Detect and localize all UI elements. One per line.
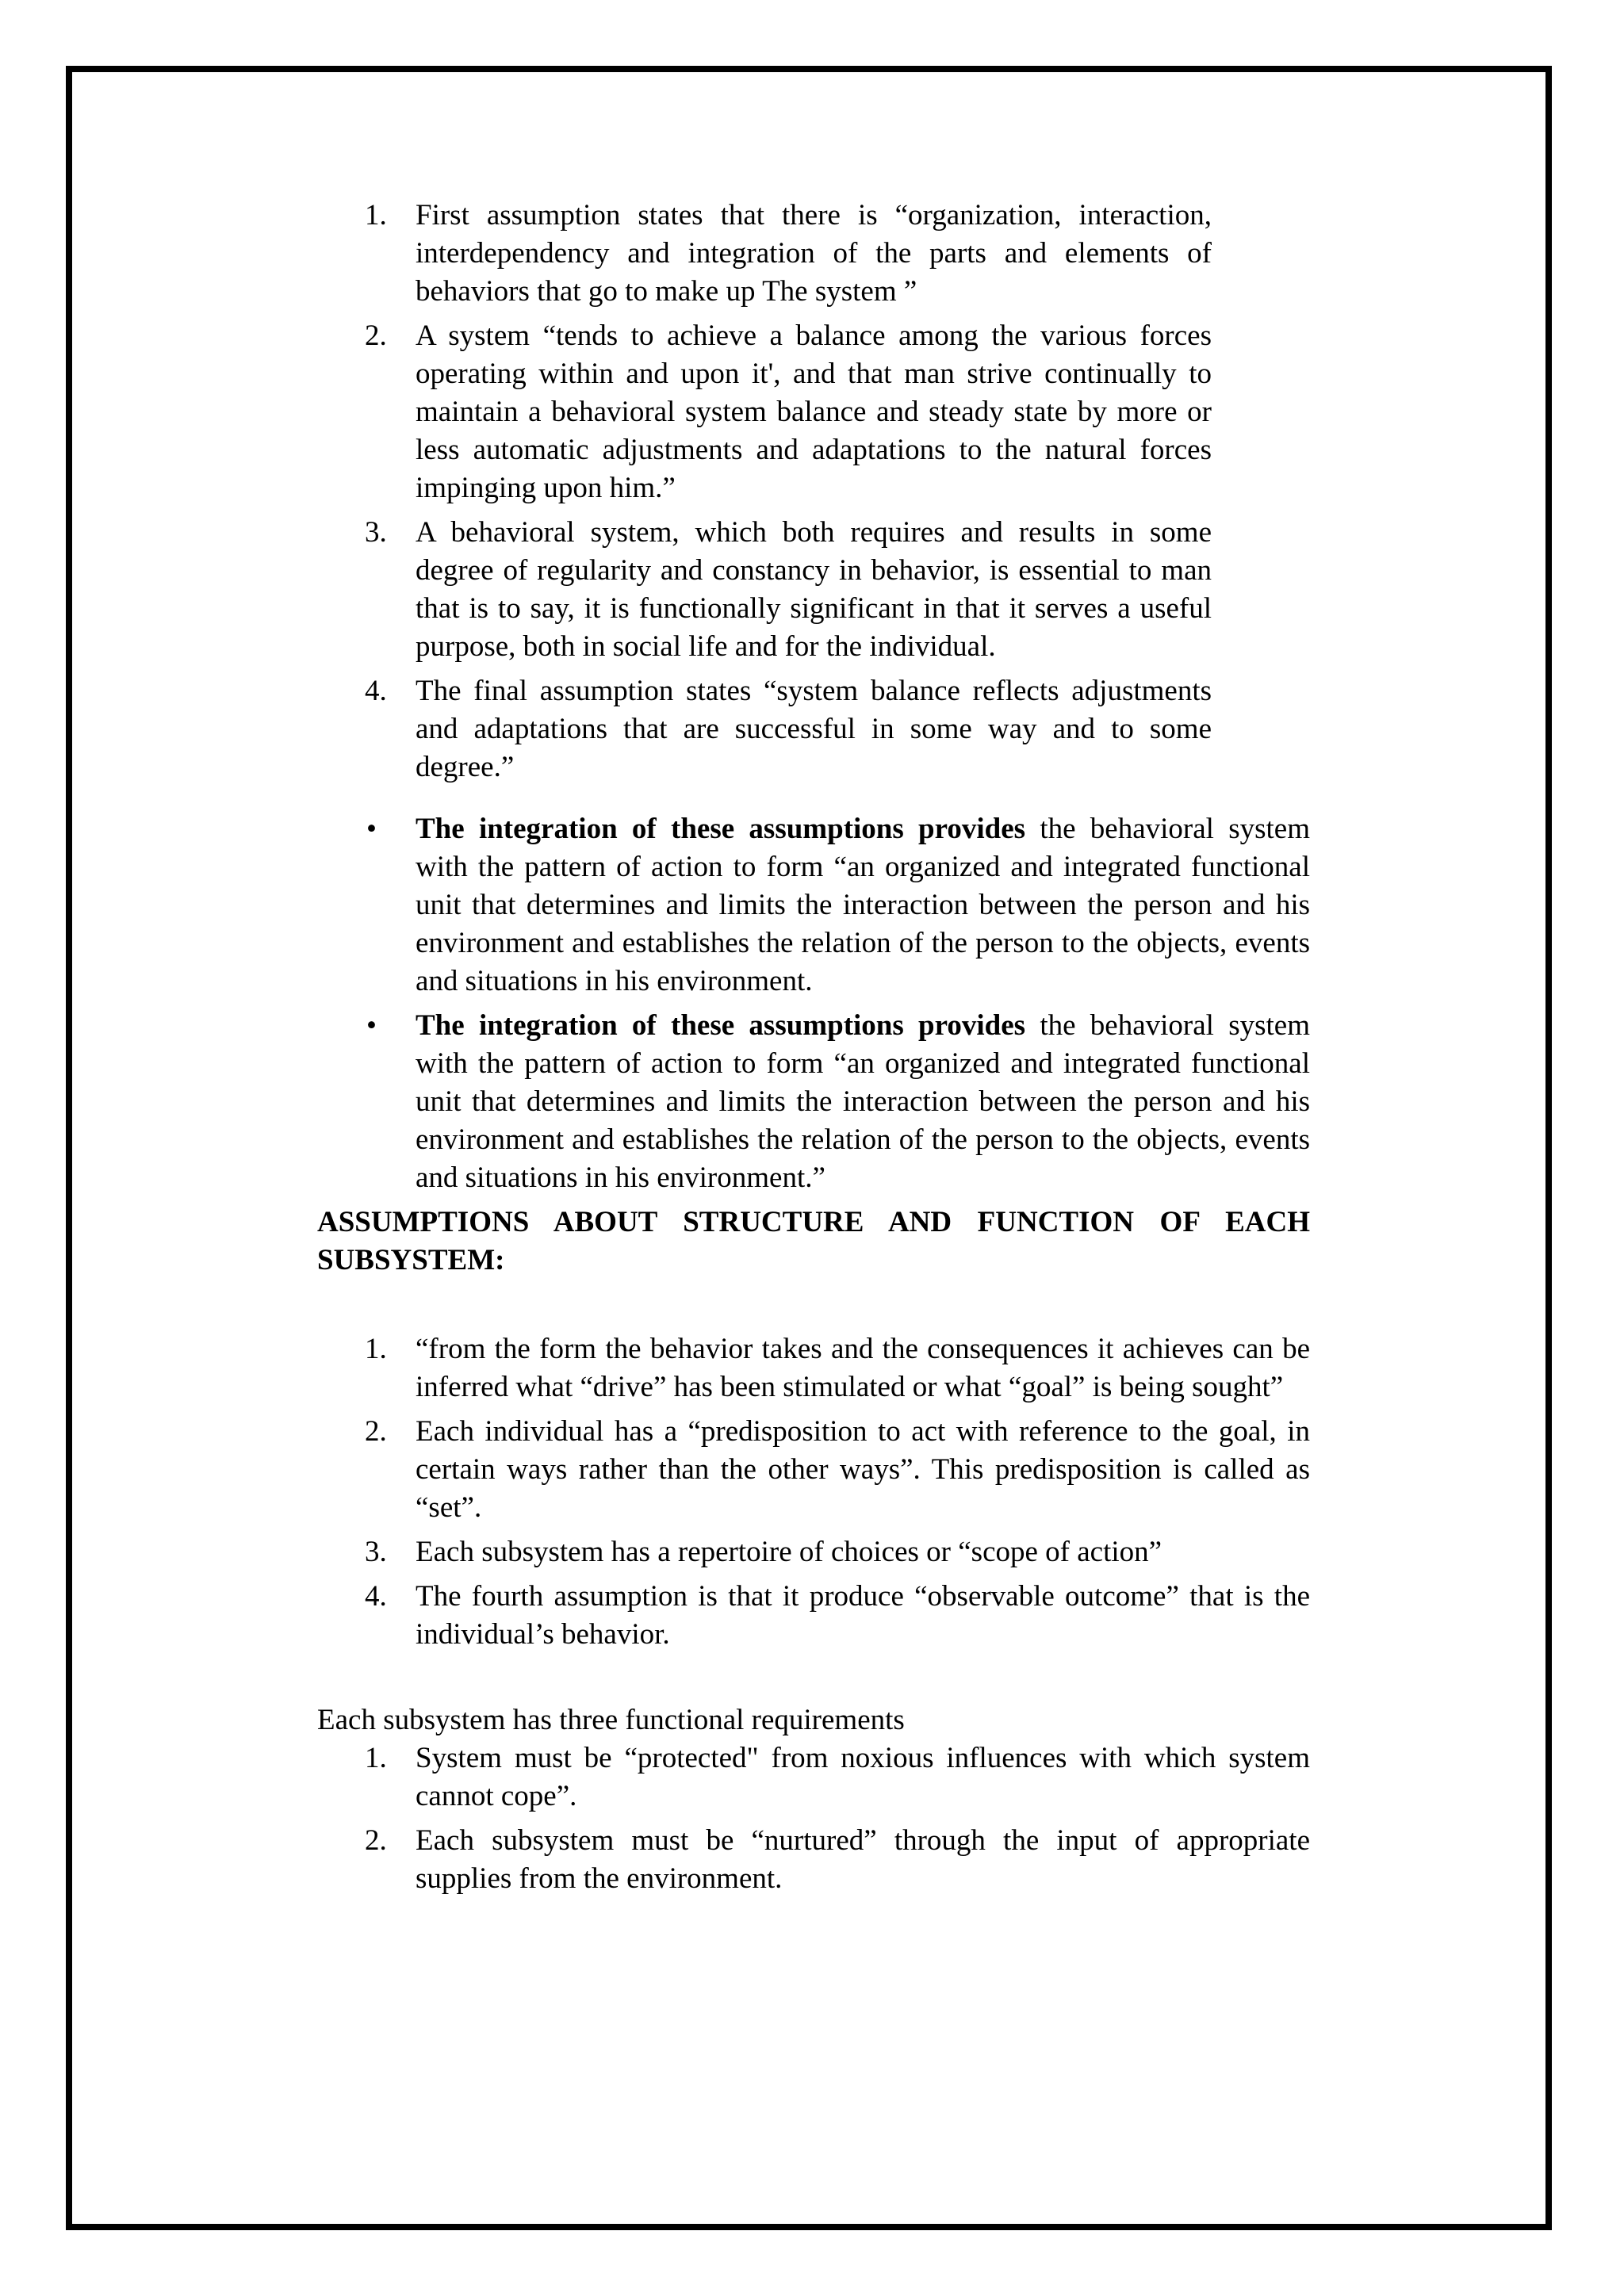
list-item [317, 1739, 1310, 1816]
list-number: 1. [365, 1742, 387, 1774]
list-item [317, 1413, 1310, 1527]
list-item [317, 197, 1212, 311]
list-item [317, 317, 1212, 507]
list-item-text: Each subsystem has a repertoire of choices or “scope of action” [416, 1536, 1162, 1568]
bullet-text: the behavioral system with the pattern of action to form “an organized and integrated functional unit that determines and limits the interaction between the person and his environment and establishes the relation of the person to the objects, events and situations in his environment.” [416, 1009, 1310, 1194]
bullet-item [317, 1007, 1310, 1197]
list-item-text: Each individual has a “predisposition to act with reference to the goal, in certain ways rather than the other ways”. This predisposition is called as “set”. [416, 1415, 1310, 1524]
list-number: 2. [365, 1824, 387, 1857]
bullet-text: the behavioral system with the pattern of action to form “an organized and integrated functional unit that determines and limits the interaction between the person and his environment and establishes the relation of the person to the objects, events and situations in his environment. [416, 813, 1310, 997]
list-number: 1. [365, 199, 387, 232]
list-item-text: Each subsystem must be “nurtured” through the input of appropriate supplies from the environment. [416, 1824, 1310, 1895]
list-item-text: A system “tends to achieve a balance among the various forces operating within and upon it', and that man strive continually to maintain a behavioral system balance and steady state by more or less automatic adjustments and adaptations to the natural forces impinging upon him.” [416, 320, 1212, 504]
list-item-text: System must be “protected" from noxious influences with which system cannot cope”. [416, 1742, 1310, 1812]
functional-requirements-intro: Each subsystem has three functional requirements [317, 1704, 905, 1736]
list-number: 2. [365, 320, 387, 352]
list-item [317, 1330, 1310, 1406]
list-item-text: The final assumption states “system balance reflects adjustments and adaptations that are successful in some way and to some degree.” [416, 675, 1212, 783]
list-item-text: “from the form the behavior takes and the consequences it achieves can be inferred what “drive” has been stimulated or what “goal” is being sought” [416, 1333, 1310, 1403]
list-number: 4. [365, 675, 387, 707]
bullet-bold-text: The integration of these assumptions provides [416, 1009, 1026, 1042]
assumptions-list [317, 197, 1310, 786]
list-item [317, 1533, 1310, 1571]
list-number: 1. [365, 1333, 387, 1365]
list-item-text: First assumption states that there is “organization, interaction, interdependency and integration of the parts and elements of behaviors that go to make up The system ” [416, 199, 1212, 308]
functional-requirements-list [317, 1739, 1310, 1898]
bullet-bold-text: The integration of these assumptions provides [416, 813, 1026, 845]
list-number: 2. [365, 1415, 387, 1448]
list-item [317, 1822, 1310, 1898]
list-number: 3. [365, 1536, 387, 1568]
list-item-text: The fourth assumption is that it produce “observable outcome” that is the individual’s behavior. [416, 1580, 1310, 1651]
document-body [317, 197, 1310, 1904]
list-item [317, 672, 1212, 786]
list-item [317, 1578, 1310, 1654]
bullet-item [317, 810, 1310, 1001]
list-number: 3. [365, 516, 387, 549]
list-number: 4. [365, 1580, 387, 1613]
bullet-icon: • [366, 813, 377, 845]
section-heading: ASSUMPTIONS ABOUT STRUCTURE AND FUNCTION OF EACH SUBSYSTEM: [317, 1206, 1310, 1276]
bullet-icon: • [366, 1009, 377, 1042]
subsystem-assumptions-list [317, 1330, 1310, 1654]
list-item [317, 514, 1212, 666]
integration-bullets [317, 810, 1310, 1197]
list-item-text: A behavioral system, which both requires and results in some degree of regularity and constancy in behavior, is essential to man that is to say, it is functionally significant in that it serves a useful purpose, both in social life and for the individual. [416, 516, 1212, 663]
